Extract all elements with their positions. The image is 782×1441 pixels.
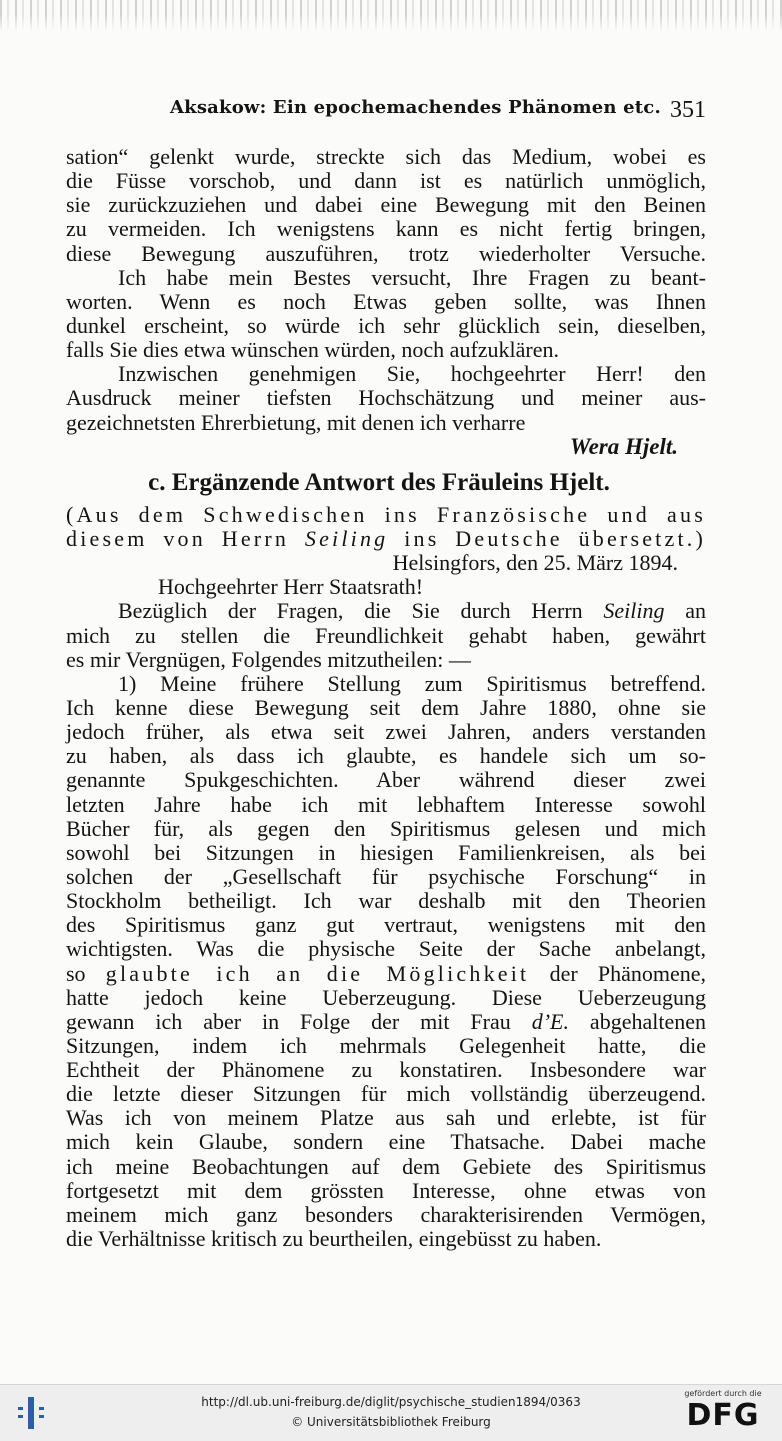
text-line: zu haben, als dass ich glaubte, es handele sich um so-: [66, 743, 706, 769]
text-line: 1) Meine frühere Stellung zum Spiritismus betreffend.: [118, 670, 706, 696]
text-line: meinem mich ganz besonders charakterisirenden Vermögen,: [66, 1201, 706, 1227]
spaced-emphasis: glaubte ich an die Möglichkeit: [105, 960, 530, 986]
text-line: fortgesetzt mit dem grössten Interesse, ohne etwas von: [66, 1177, 706, 1203]
text-line: sie zurückzuziehen und dabei eine Bewegung mit den Beinen: [66, 192, 706, 218]
text-line: hatte jedoch keine Ueberzeugung. Diese Ueberzeugung: [66, 984, 706, 1010]
text-line: Bezüglich der Fragen, die Sie durch Herrn Seiling an: [118, 598, 706, 624]
text-line: zu vermeiden. Ich wenigstens kann es nicht fertig bringen,: [66, 216, 706, 242]
signature: Wera Hjelt.: [569, 433, 678, 459]
body-text: [66, 145, 706, 1251]
text-line: worten. Wenn es noch Etwas geben sollte, was Ihnen: [66, 288, 706, 314]
page-number: 351: [670, 97, 706, 123]
text-line: sation“ gelenkt wurde, streckte sich das Medium, wobei es: [66, 144, 706, 169]
text-line: ich meine Beobachtungen auf dem Gebiete des Spiritismus: [66, 1153, 706, 1179]
text-line: Bücher für, als gegen den Spiritismus gelesen und mich: [66, 815, 706, 841]
text-line: die Füsse vorschob, und dann ist es natürlich unmöglich,: [66, 168, 706, 194]
text-line: wichtigsten. Was die physische Seite der Sache anbelangt,: [66, 936, 706, 962]
text-line: Ich kenne diese Bewegung seit dem Jahre 1880, ohne sie: [66, 694, 706, 720]
text-line: die letzte dieser Sitzungen für mich vollständig überzeugend.: [66, 1081, 706, 1107]
text-line: Sitzungen, indem ich mehrmals Gelegenheit hatte, die: [66, 1032, 706, 1058]
permalink-url[interactable]: http://dl.ub.uni-freiburg.de/diglit/psychische_studien1894/0363: [201, 1395, 581, 1409]
text-line: solchen der „Gesellschaft für psychische Forschung“ in: [66, 863, 706, 889]
text-line: des Spiritismus ganz gut vertraut, wenigstens mit den: [66, 912, 706, 938]
text-line: sowohl bei Sitzungen in hiesigen Familienkreisen, als bei: [66, 839, 706, 865]
text-line: diese Bewegung auszuführen, trotz wiederholter Versuche.: [66, 240, 706, 266]
place-date: Helsingfors, den 25. März 1894.: [392, 550, 678, 576]
source-note-line: (Aus dem Schwedischen ins Französische und aus: [66, 501, 706, 527]
text-line: Inzwischen genehmigen Sie, hochgeehrter Herr! den: [118, 361, 706, 387]
text-line: Ausdruck meiner tiefsten Hochschätzung und meiner aus-: [66, 385, 706, 411]
scan-edge-artifact: [0, 0, 782, 32]
person-name: d’E.: [531, 1008, 569, 1034]
viewer-footer: [0, 1384, 782, 1441]
text-line: gezeichnetsten Ehrerbietung, mit denen ich verharre: [66, 409, 526, 435]
text-line: mich kein Glaube, sondern eine Thatsache. Dabei mache: [66, 1129, 706, 1155]
copyright-notice: © Universitätsbibliothek Freiburg: [291, 1415, 491, 1429]
dfg-logo-icon[interactable]: DFG: [686, 1398, 760, 1433]
text-line: Echtheit der Phänomene zu konstatiren. Insbesondere war: [66, 1057, 706, 1083]
text-line: die Verhältnisse kritisch zu beurtheilen, eingebüsst zu haben.: [66, 1226, 602, 1252]
dfg-caption: gefördert durch die: [684, 1389, 762, 1398]
text-line: genannte Spukgeschichten. Aber während dieser zwei: [66, 767, 706, 793]
text-line: mich zu stellen die Freundlichkeit gehabt haben, gewährt: [66, 622, 706, 648]
text-line: letzten Jahre habe ich mit lebhaftem Interesse sowohl: [66, 791, 706, 817]
translator-name: Seiling: [304, 525, 389, 551]
text-line: es mir Vergnügen, Folgendes mitzutheilen: —: [66, 646, 471, 672]
running-head: [170, 97, 710, 127]
source-note-line: diesem von Herrn Seiling ins Deutsche übersetzt.): [66, 525, 706, 551]
text-line: Ich habe mein Bestes versucht, Ihre Fragen zu beant-: [118, 264, 706, 290]
section-heading: c. Ergänzende Antwort des Fräuleins Hjelt.: [148, 468, 610, 496]
text-line: dunkel erscheint, so würde ich sehr glücklich sein, dieselben,: [66, 312, 706, 338]
text-line: so glaubte ich an die Möglichkeit der Phänomene,: [66, 960, 707, 986]
salutation: Hochgeehrter Herr Staatsrath!: [158, 574, 424, 600]
person-name: Seiling: [603, 598, 665, 624]
text-line: Was ich von meinem Platze aus sah und erlebte, ist für: [66, 1105, 706, 1131]
running-title: Aksakow: Ein epochemachendes Phänomen etc.: [170, 97, 661, 118]
text-line: gewann ich aber in Folge der mit Frau d’E. abgehaltenen: [66, 1008, 706, 1034]
text-line: Stockholm betheiligt. Ich war deshalb mit den Theorien: [66, 888, 706, 914]
text-line: falls Sie dies etwa wünschen würden, noch aufzuklären.: [66, 337, 560, 363]
text-line: jedoch früher, als etwa seit zwei Jahren, anders verstanden: [66, 719, 706, 745]
